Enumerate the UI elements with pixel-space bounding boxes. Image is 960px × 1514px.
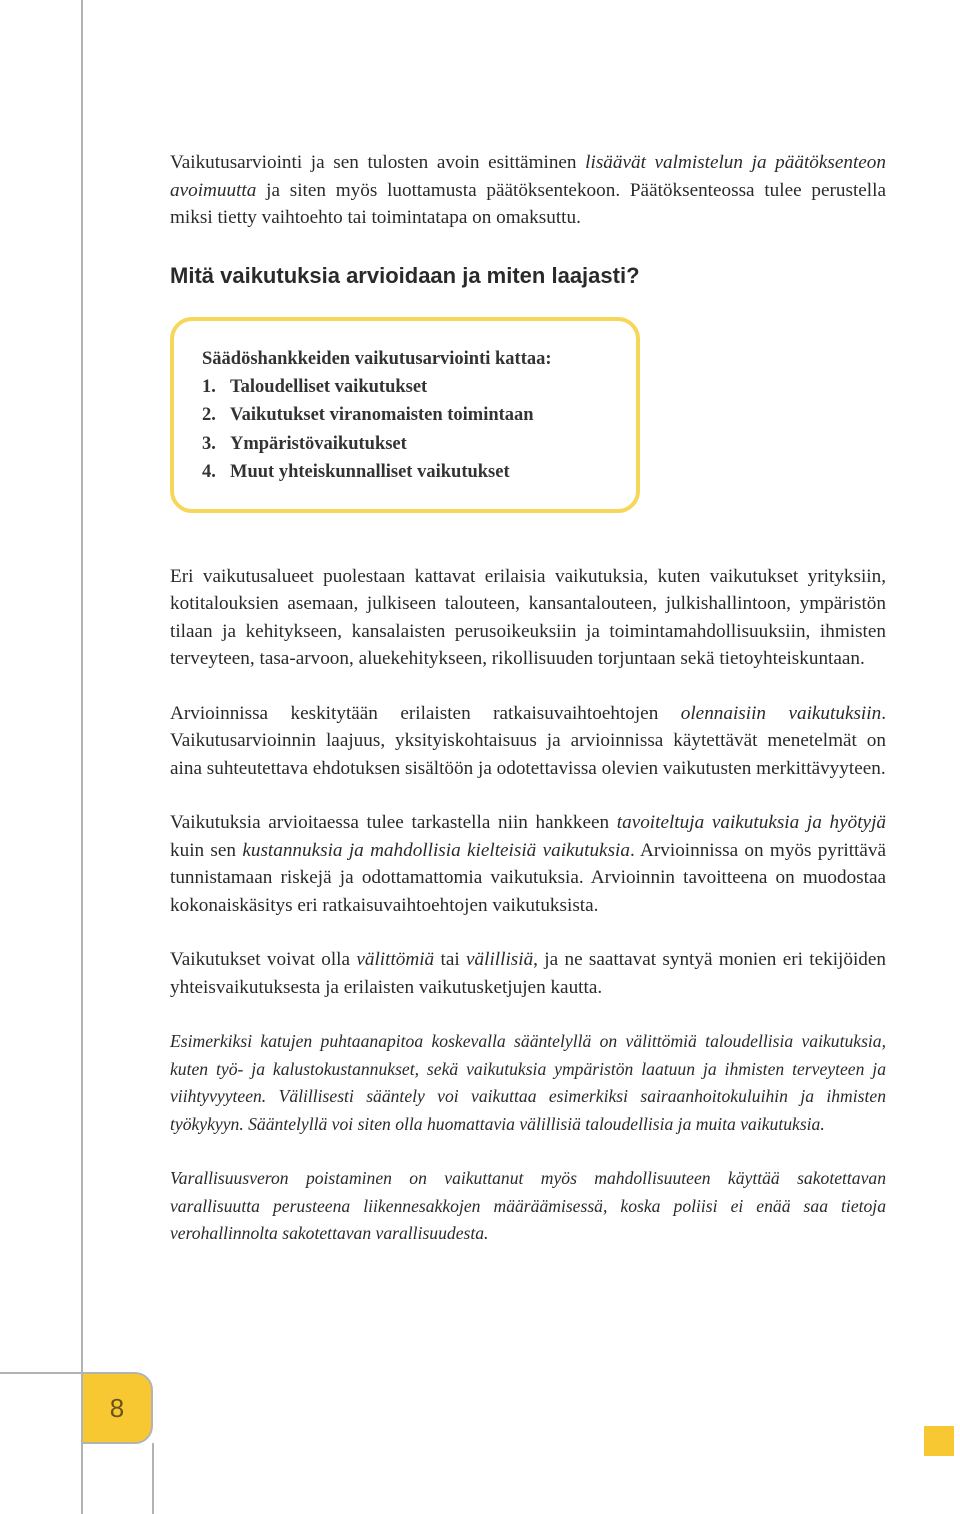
- page-tab-rule-right: [152, 1443, 154, 1514]
- focus-paragraph: Arvioinnissa keskitytään erilaisten ratkaisuvaihtoehtojen olennaisiin vaikutuksiin. Vaikutusarvioinnin laajuus, yksityiskohtaisuus ja arvioinnissa käytettävät menetelmät on aina suhteutettava ehdotuksen sisältöön ja odotettavissa olevien vaikutusten merkittävyyteen.: [170, 702, 886, 779]
- direct-indirect-paragraph: Vaikutukset voivat olla välittömiä tai välillisiä, ja ne saattavat syntyä monien eri tekijöiden yhteisvaikutuksesta ja erilaisten vaikutusketjujen kautta.: [170, 949, 887, 998]
- section-heading: Mitä vaikutuksia arvioidaan ja miten laajasti?: [170, 262, 640, 288]
- page-content: [170, 149, 886, 1248]
- impact-areas-paragraph: Eri vaikutusalueet puolestaan kattavat erilaisia vaikutuksia, kuten vaikutukset yrityksiin, kotitalouksien asemaan, julkiseen talouteen, kansantalouteen, julkishallintoon, ympäristön tilaan ja kehitykseen, kansalaisten perusoikeuksiin ja toimintamahdollisuuksiin, ihmisten terveyteen, tasa-arvoon, aluekehitykseen, rikollisuuden torjuntaan sekä tietoyhteiskuntaan.: [170, 565, 886, 669]
- list-item: 3. Ympäristövaikutukset: [202, 433, 407, 454]
- box-title: Säädöshankkeiden vaikutusarviointi kattaa:: [202, 348, 552, 369]
- margin-rule-vertical: [81, 0, 83, 1372]
- page-tab-rule-left: [81, 1443, 83, 1514]
- example-wealth-tax: Varallisuusveron poistaminen on vaikuttanut myös mahdollisuuteen käyttää sakotettavan varallisuutta perusteena liikennesakkojen määräämisessä, koska poliisi ei enää saa tietoja verohallinnolta sakotettavan varallisuudesta.: [170, 1168, 886, 1243]
- impact-areas-box: [170, 317, 640, 513]
- example-street-cleaning: Esimerkiksi katujen puhtaanapitoa koskevalla sääntelyllä on välittömiä taloudellisia vaikutuksia, kuten työ- ja kalustokustannukset, sekä vaikutuksia ympäristön laatuun ja ihmisten terveyteen ja viihtyvyyteen. Välillisesti sääntely voi vaikuttaa esimerkiksi sairaanhoitokuluihin ja ihmisten työkykyyn. Sääntelyllä voi siten olla huomattavia välillisiä taloudellisia ja muita vaikutuksia.: [170, 1031, 886, 1134]
- margin-rule-horizontal: [0, 1372, 82, 1374]
- page-number: 8: [109, 1392, 125, 1423]
- list-item: 2. Vaikutukset viranomaisten toimintaan: [202, 405, 534, 425]
- page-number-tab: [81, 1372, 153, 1444]
- assessment-paragraph: Vaikutuksia arvioitaessa tulee tarkastella niin hankkeen tavoiteltuja vaikutuksia ja hyötyjä kuin sen kustannuksia ja mahdollisia kielteisiä vaikutuksia. Arvioinnissa on myös pyrittävä tunnistamaan riskejä ja odottamattomia vaikutuksia. Arvioinnin tavoitteena on muodostaa kokonaiskäsitys eri ratkaisuvaihtoehtojen vaikutuksista.: [170, 812, 886, 916]
- impact-areas-list: [202, 373, 636, 487]
- intro-paragraph: Vaikutusarviointi ja sen tulosten avoin esittäminen lisäävät valmistelun ja päätöksenteon avoimuutta ja siten myös luottamusta päätöksentekoon. Päätöksenteossa tulee perustella miksi tietty vaihtoehto tai toimintatapa on omaksuttu.: [170, 152, 886, 228]
- corner-accent-square: [924, 1426, 954, 1456]
- list-item: 1. Taloudelliset vaikutukset: [202, 376, 428, 397]
- list-item: 4. Muut yhteiskunnalliset vaikutukset: [202, 462, 510, 482]
